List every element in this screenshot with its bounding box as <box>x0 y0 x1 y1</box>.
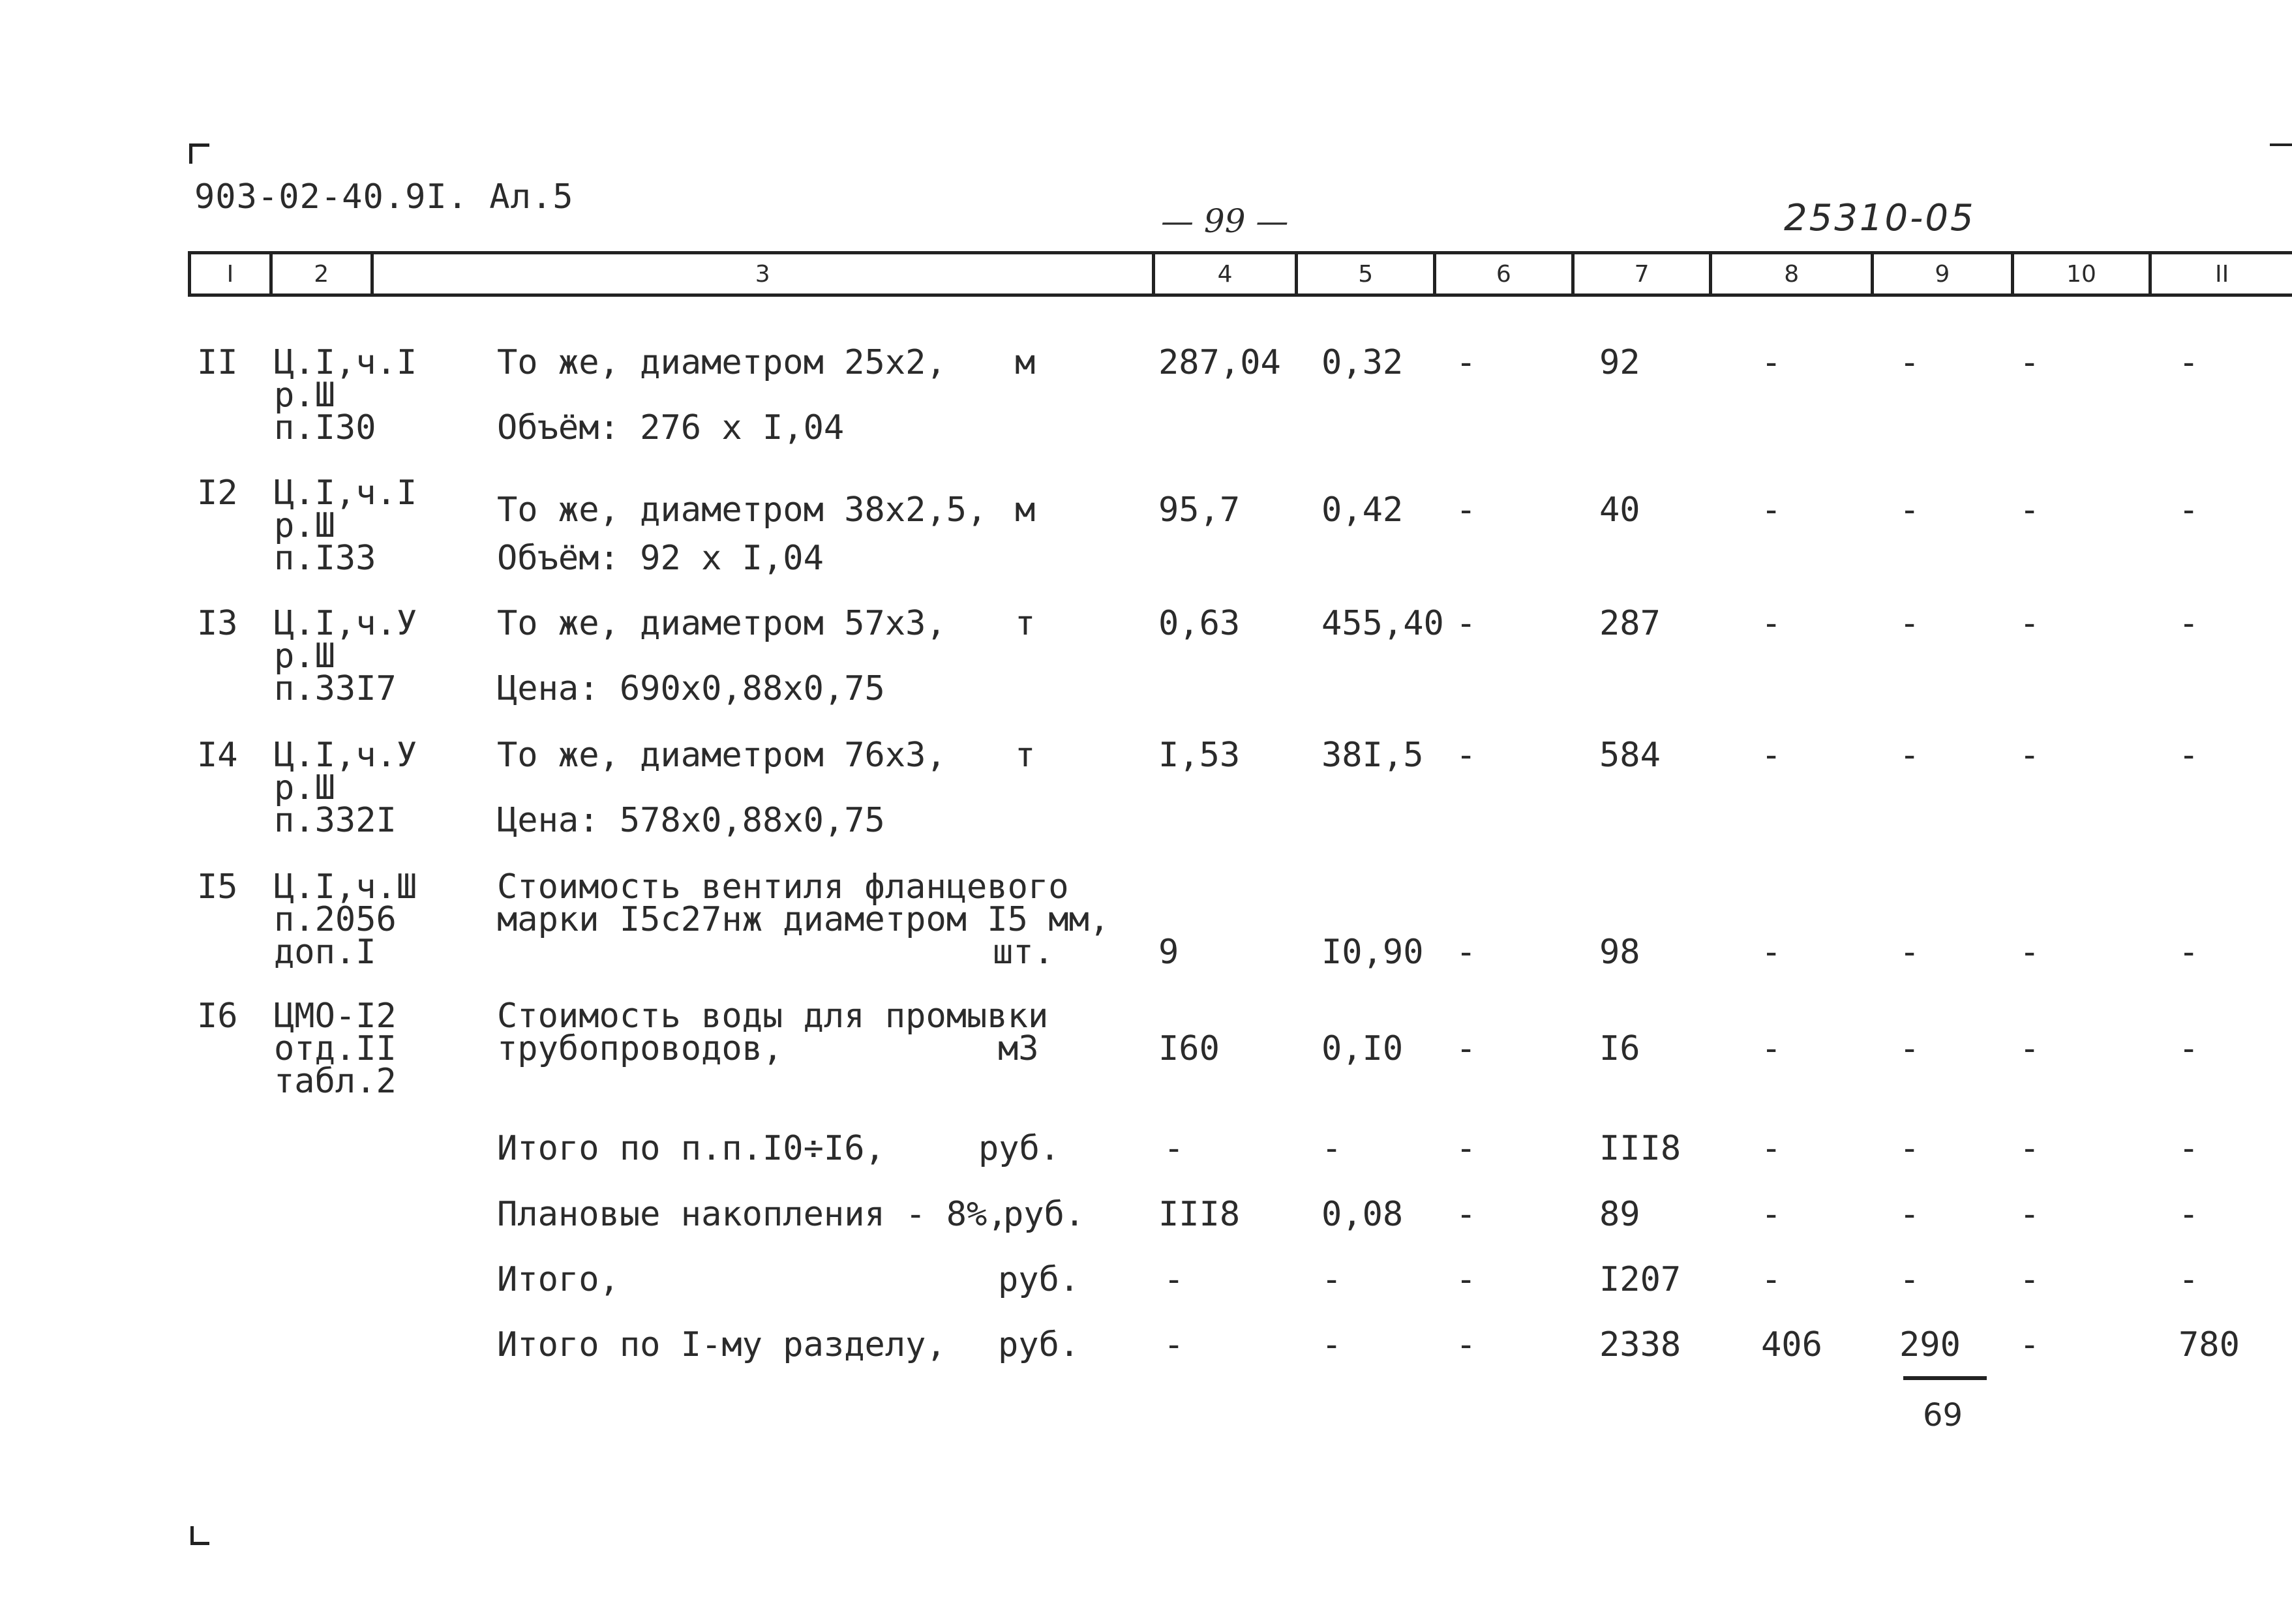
column-header: 3 <box>374 254 1155 293</box>
cell-col5: 0,42 <box>1321 490 1404 530</box>
cell-col11: - <box>2179 1260 2199 1299</box>
cell-col11: - <box>2179 1129 2199 1168</box>
cell-col6: - <box>1456 604 1477 643</box>
column-header: 5 <box>1298 254 1436 293</box>
cell-col11: - <box>2179 933 2199 972</box>
cell-col9: 290 <box>1899 1325 1961 1364</box>
cell-col11: - <box>2179 604 2199 643</box>
row-description: То же, диаметром 76x3, <box>497 736 946 775</box>
cell-col7: 2338 <box>1599 1325 1681 1364</box>
row-description: трубопроводов, <box>497 1029 783 1068</box>
cell-col5: - <box>1321 1325 1342 1364</box>
cell-col8: - <box>1761 933 1782 972</box>
row-reference: Ц.I,ч.I <box>274 343 417 382</box>
cell-col7: 287 <box>1599 604 1661 643</box>
cell-col7: I6 <box>1599 1029 1640 1068</box>
cell-col10: - <box>2019 343 2040 382</box>
cell-col4: - <box>1164 1325 1184 1364</box>
cell-col6: - <box>1456 1260 1477 1299</box>
row-calculation: Объём: 276 х I,04 <box>497 408 845 447</box>
cell-col4: - <box>1164 1129 1184 1168</box>
cell-col8: - <box>1761 1129 1782 1168</box>
row-reference: Ц.I,ч.У <box>274 736 417 775</box>
cell-col9: - <box>1899 736 1920 775</box>
column-header: 10 <box>2014 254 2152 293</box>
row-reference: Ц.I,ч.Ш <box>274 867 417 907</box>
cell-col4: 9 <box>1158 933 1179 972</box>
cell-col7: 584 <box>1599 736 1661 775</box>
cell-col9: - <box>1899 604 1920 643</box>
document-code: 903-02-40.9I. Ал.5 <box>194 177 574 217</box>
cell-col10: - <box>2019 933 2040 972</box>
row-reference: п.I33 <box>274 539 376 578</box>
cell-col9: - <box>1899 1129 1920 1168</box>
corner-mark-top-left <box>189 143 209 164</box>
cell-col7: III8 <box>1599 1129 1681 1168</box>
cell-col7: 40 <box>1599 490 1640 530</box>
totals-label: Итого по п.п.I0÷I6, <box>497 1129 885 1168</box>
cell-col4: I,53 <box>1158 736 1241 775</box>
column-header: 6 <box>1436 254 1575 293</box>
cell-col5: 455,40 <box>1321 604 1444 643</box>
row-unit: т <box>1015 736 1036 775</box>
cell-col11: - <box>2179 1029 2199 1068</box>
row-reference: Ц.I,ч.I <box>274 474 417 513</box>
row-unit: м <box>1015 490 1036 530</box>
cell-col6: - <box>1456 736 1477 775</box>
row-calculation: Цена: 690x0,88x0,75 <box>497 669 885 708</box>
cell-col5: 0,08 <box>1321 1195 1404 1234</box>
totals-label: Итого по I-му разделу, <box>497 1325 946 1364</box>
row-description: То же, диаметром 57x3, <box>497 604 946 643</box>
cell-col4: - <box>1164 1260 1184 1299</box>
totals-unit: руб. <box>1003 1195 1085 1234</box>
row-reference: п.332I <box>274 801 397 840</box>
cell-col9: - <box>1899 490 1920 530</box>
cell-col4: III8 <box>1158 1195 1241 1234</box>
row-description: Стоимость воды для промывки <box>497 997 1049 1036</box>
row-reference: р.Ш <box>274 637 335 676</box>
cell-col6: - <box>1456 1325 1477 1364</box>
cell-col6: - <box>1456 1029 1477 1068</box>
row-reference: р.Ш <box>274 506 335 545</box>
row-reference: п.2056 <box>274 900 397 939</box>
row-number: II <box>197 343 238 382</box>
cell-col10: - <box>2019 1325 2040 1364</box>
totals-label: Плановые накопления - 8%, <box>497 1195 1008 1234</box>
cell-col10: - <box>2019 1195 2040 1234</box>
cell-col5: 38I,5 <box>1321 736 1424 775</box>
row-reference: п.33I7 <box>274 669 397 708</box>
column-header-row <box>188 251 2292 297</box>
row-reference: Ц.I,ч.У <box>274 604 417 643</box>
corner-mark-bottom-left <box>190 1526 209 1545</box>
row-description: Стоимость вентиля фланцевого <box>497 867 1069 907</box>
cell-col10: - <box>2019 1029 2040 1068</box>
cell-col8: - <box>1761 1195 1782 1234</box>
row-number: I2 <box>197 474 238 513</box>
cell-col9: - <box>1899 933 1920 972</box>
row-number: I6 <box>197 997 238 1036</box>
cell-col7: 92 <box>1599 343 1640 382</box>
row-reference: п.I30 <box>274 408 376 447</box>
column-header: 8 <box>1712 254 1874 293</box>
cell-col6: - <box>1456 490 1477 530</box>
cell-col5: 0,32 <box>1321 343 1404 382</box>
row-calculation: Объём: 92 х I,04 <box>497 539 824 578</box>
row-description: То же, диаметром 25x2, <box>497 343 946 382</box>
row-unit: м3 <box>998 1029 1039 1068</box>
column-header: 4 <box>1155 254 1299 293</box>
cell-col4: 287,04 <box>1158 343 1281 382</box>
cell-col9: - <box>1899 1029 1920 1068</box>
cell-col9: - <box>1899 343 1920 382</box>
row-number: I3 <box>197 604 238 643</box>
column-header: 7 <box>1575 254 1713 293</box>
totals-unit: руб. <box>998 1325 1080 1364</box>
cell-col4: 95,7 <box>1158 490 1241 530</box>
cell-col7: I207 <box>1599 1260 1681 1299</box>
page-number: — 99 — <box>1161 202 1289 240</box>
cell-col7: 98 <box>1599 933 1640 972</box>
cell-col6: - <box>1456 933 1477 972</box>
cell-col5: - <box>1321 1260 1342 1299</box>
row-number: I5 <box>197 867 238 907</box>
row-unit: м <box>1015 343 1036 382</box>
cell-col9: - <box>1899 1260 1920 1299</box>
row-reference: р.Ш <box>274 376 335 415</box>
column-header: II <box>2215 260 2229 288</box>
cell-col8: - <box>1761 604 1782 643</box>
cell-col11: - <box>2179 736 2199 775</box>
row-calculation: Цена: 578x0,88x0,75 <box>497 801 885 840</box>
footnote-col9: 69 <box>1923 1397 1963 1434</box>
cell-col8: - <box>1761 736 1782 775</box>
row-reference: р.Ш <box>274 768 335 807</box>
corner-mark-top-right <box>2270 143 2292 163</box>
cell-col8: - <box>1761 343 1782 382</box>
cell-col11: 780 <box>2179 1325 2240 1364</box>
row-description: То же, диаметром 38x2,5, <box>497 490 988 530</box>
row-reference: табл.2 <box>274 1062 397 1101</box>
cell-col9: - <box>1899 1195 1920 1234</box>
underline-col9 <box>1903 1376 1987 1380</box>
cell-col6: - <box>1456 1195 1477 1234</box>
cell-col6: - <box>1456 1129 1477 1168</box>
totals-unit: руб. <box>978 1129 1061 1168</box>
column-header: 9 <box>1874 254 2014 293</box>
cell-col10: - <box>2019 604 2040 643</box>
cell-col7: 89 <box>1599 1195 1640 1234</box>
cell-col11: - <box>2179 343 2199 382</box>
cell-col11: - <box>2179 490 2199 530</box>
cell-col5: 0,I0 <box>1321 1029 1404 1068</box>
row-unit: т <box>1015 604 1036 643</box>
cell-col10: - <box>2019 1260 2040 1299</box>
cell-col8: - <box>1761 1260 1782 1299</box>
cell-col8: 406 <box>1761 1325 1822 1364</box>
cell-col5: - <box>1321 1129 1342 1168</box>
row-reference: отд.II <box>274 1029 397 1068</box>
cell-col10: - <box>2019 1129 2040 1168</box>
column-header: I <box>191 254 273 293</box>
row-reference: ЦМО-I2 <box>274 997 397 1036</box>
row-unit: шт. <box>993 933 1054 972</box>
row-number: I4 <box>197 736 238 775</box>
cell-col4: 0,63 <box>1158 604 1241 643</box>
stamp-number: 25310-05 <box>1784 197 1976 239</box>
cell-col8: - <box>1761 1029 1782 1068</box>
row-description: марки I5с27нж диаметром I5 мм, <box>497 900 1110 939</box>
cell-col5: I0,90 <box>1321 933 1424 972</box>
cell-col10: - <box>2019 490 2040 530</box>
cell-col4: I60 <box>1158 1029 1220 1068</box>
cell-col11: - <box>2179 1195 2199 1234</box>
totals-label: Итого, <box>497 1260 620 1299</box>
cell-col8: - <box>1761 490 1782 530</box>
row-reference: доп.I <box>274 933 376 972</box>
totals-unit: руб. <box>998 1260 1080 1299</box>
cell-col10: - <box>2019 736 2040 775</box>
column-header: 2 <box>273 254 374 293</box>
cell-col6: - <box>1456 343 1477 382</box>
